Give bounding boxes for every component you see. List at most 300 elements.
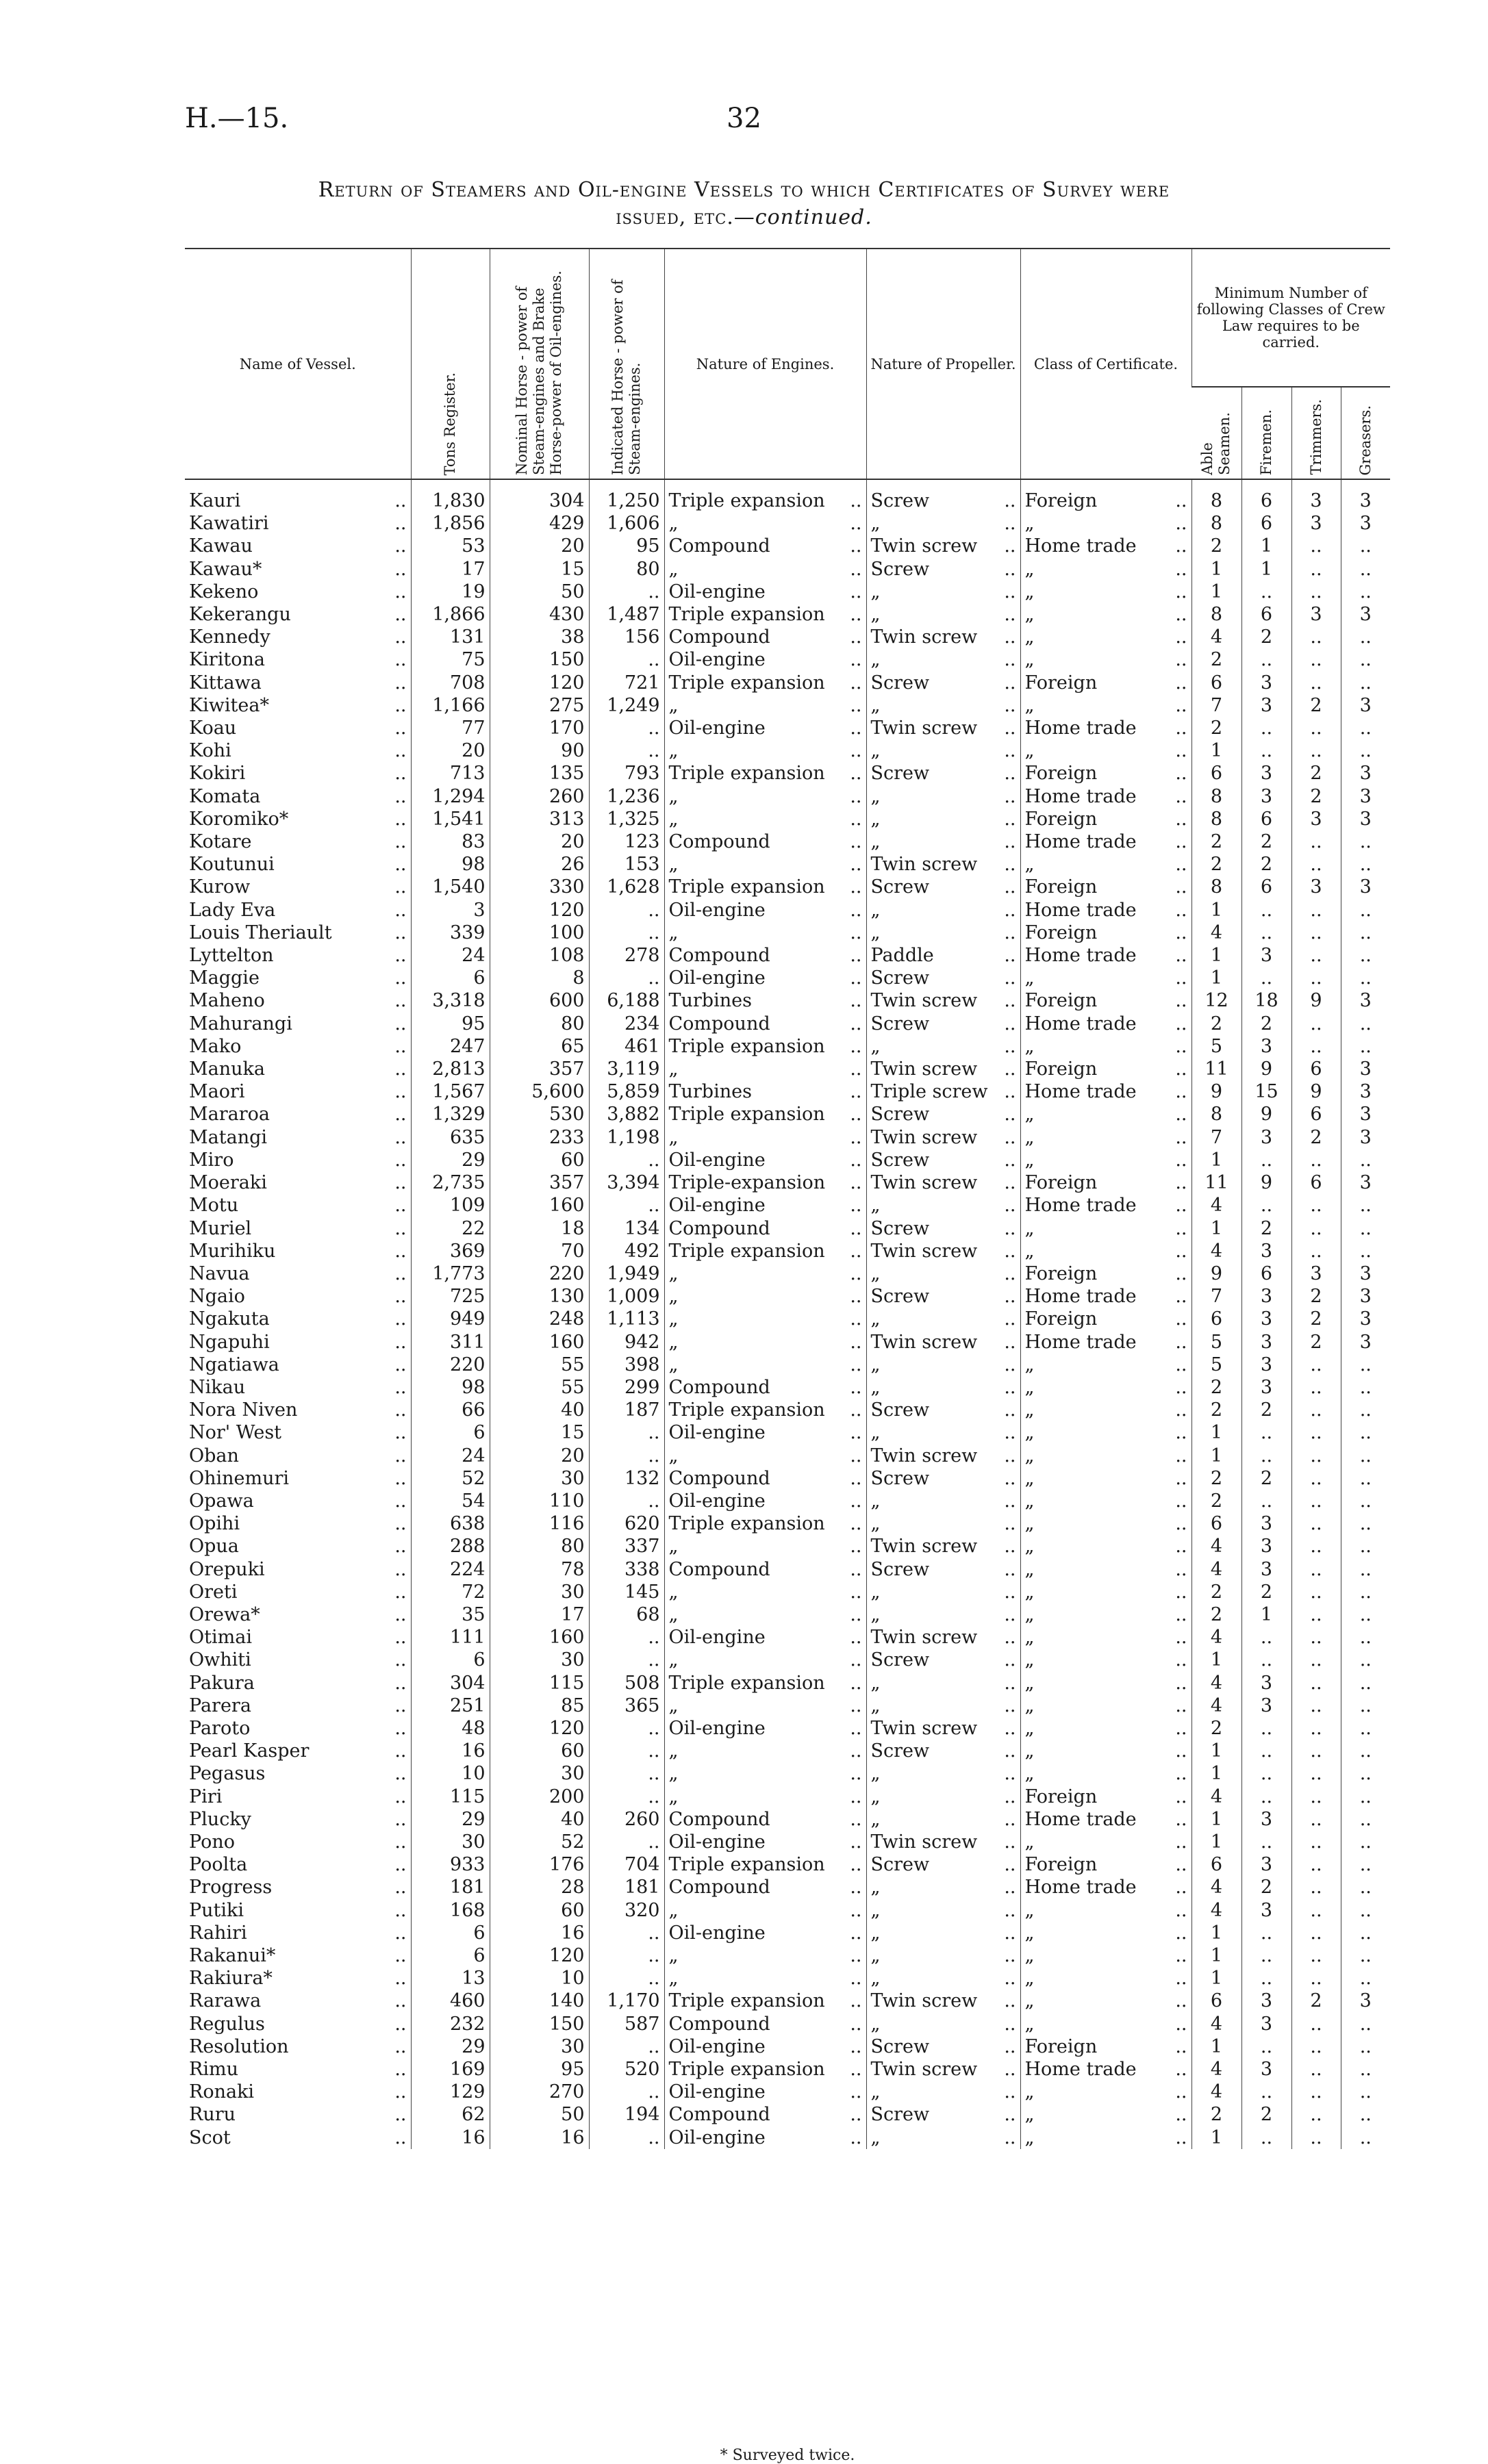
vessel-name-cell: [185, 1967, 411, 1990]
firemen-cell: 2: [1241, 2103, 1291, 2126]
vessel-name: Paroto: [189, 1717, 251, 1739]
trimmers-cell: 3: [1291, 1262, 1341, 1285]
nominal-horse-power-cell: 140: [490, 1990, 589, 2012]
nominal-horse-power-cell: 60: [490, 1899, 589, 1922]
nature-of-propeller-cell: [866, 1308, 1020, 1330]
tons-register-cell: 949: [411, 1308, 490, 1330]
able-seamen-cell: 1: [1191, 899, 1241, 922]
indicated-horse-power-cell: 194: [589, 2103, 664, 2126]
title-line-2: [185, 204, 1303, 231]
nominal-horse-power-cell: 120: [490, 899, 589, 922]
header-nature-of-propeller: Nature of Propeller.: [866, 249, 1020, 479]
firemen-cell: ..: [1241, 2035, 1291, 2058]
greasers-cell: ..: [1341, 1967, 1390, 1990]
tons-register-cell: 6: [411, 1944, 490, 1967]
trimmers-cell: ..: [1291, 1467, 1341, 1490]
tons-register-cell: 247: [411, 1035, 490, 1058]
class-of-certificate: Foreign: [1024, 1854, 1098, 1876]
greasers-cell: ..: [1341, 648, 1390, 671]
leader-dots: ..: [850, 513, 862, 535]
nature-of-propeller-cell: [866, 1853, 1020, 1876]
nature-of-propeller-cell: [866, 558, 1020, 581]
vessel-name-cell: [185, 1717, 411, 1740]
able-seamen-cell: 2: [1191, 1603, 1241, 1626]
able-seamen-cell: 6: [1191, 1308, 1241, 1330]
class-of-certificate-cell: [1020, 2035, 1191, 2058]
nature-of-propeller-cell: [866, 1626, 1020, 1649]
leader-dots: ..: [1004, 649, 1016, 671]
vessel-name-cell: [185, 2058, 411, 2081]
vessel-name-cell: [185, 1990, 411, 2012]
nature-of-propeller-cell: [866, 1354, 1020, 1376]
firemen-cell: ..: [1241, 717, 1291, 739]
tons-register-cell: 62: [411, 2103, 490, 2126]
able-seamen-cell: 2: [1191, 853, 1241, 876]
leader-dots: ..: [1004, 604, 1016, 626]
vessel-name-cell: [185, 2126, 411, 2149]
leader-dots: ..: [394, 1603, 407, 1625]
firemen-cell: 3: [1241, 1285, 1291, 1308]
nature-of-propeller-cell: [866, 1035, 1020, 1058]
vessel-name: Rarawa: [189, 1990, 262, 2012]
indicated-horse-power-cell: 3,882: [589, 1103, 664, 1126]
nature-of-propeller: Twin screw: [870, 1445, 978, 1466]
vessel-name: Muriel: [189, 1217, 252, 1239]
greasers-cell: ..: [1341, 2126, 1390, 2149]
trimmers-cell: ..: [1291, 1626, 1341, 1649]
indicated-horse-power-cell: ..: [589, 1786, 664, 1808]
trimmers-cell: 6: [1291, 1171, 1341, 1194]
greasers-cell: ..: [1341, 1876, 1390, 1898]
leader-dots: ..: [394, 1513, 407, 1535]
nature-of-engines: „: [668, 558, 679, 580]
leader-dots: ..: [850, 1536, 862, 1558]
nature-of-propeller: „: [870, 1308, 881, 1330]
nominal-horse-power-cell: 357: [490, 1058, 589, 1080]
nature-of-propeller-cell: [866, 1831, 1020, 1853]
nature-of-engines-cell: [664, 1354, 866, 1376]
leader-dots: ..: [1004, 922, 1016, 943]
leader-dots: ..: [394, 990, 407, 1012]
able-seamen-cell: 8: [1191, 603, 1241, 626]
indicated-horse-power-cell: 80: [589, 558, 664, 581]
vessel-name-cell: [185, 1058, 411, 1080]
trimmers-cell: 6: [1291, 1058, 1341, 1080]
leader-dots: ..: [394, 1149, 407, 1171]
tons-register-cell: 48: [411, 1717, 490, 1740]
tons-register-cell: 17: [411, 558, 490, 581]
tons-register-cell: 52: [411, 1467, 490, 1490]
leader-dots: ..: [394, 2059, 407, 2081]
leader-dots: ..: [1175, 1945, 1187, 1966]
leader-dots: ..: [394, 581, 407, 602]
indicated-horse-power-cell: 5,859: [589, 1080, 664, 1103]
firemen-cell: 2: [1241, 1876, 1291, 1898]
vessel-name-cell: [185, 739, 411, 762]
class-of-certificate-cell: [1020, 1808, 1191, 1831]
nature-of-propeller-cell: [866, 1126, 1020, 1149]
nature-of-propeller-cell: [866, 717, 1020, 739]
class-of-certificate-cell: [1020, 479, 1191, 512]
vessel-name-cell: [185, 1262, 411, 1285]
class-of-certificate-cell: [1020, 2126, 1191, 2149]
leader-dots: ..: [1004, 1240, 1016, 1262]
class-of-certificate: „: [1024, 626, 1035, 648]
nature-of-propeller: „: [870, 1376, 881, 1398]
nature-of-propeller: „: [870, 2081, 881, 2103]
class-of-certificate-cell: [1020, 2081, 1191, 2103]
indicated-horse-power-cell: ..: [589, 922, 664, 944]
indicated-horse-power-cell: 1,949: [589, 1262, 664, 1285]
tons-register-cell: 1,329: [411, 1103, 490, 1126]
class-of-certificate-cell: [1020, 967, 1191, 989]
nature-of-engines: Triple expansion: [668, 1513, 825, 1535]
nature-of-propeller: Screw: [870, 1740, 930, 1762]
nature-of-propeller-cell: [866, 899, 1020, 922]
nature-of-engines: „: [668, 922, 679, 943]
indicated-horse-power-cell: ..: [589, 2126, 664, 2149]
indicated-horse-power-cell: 338: [589, 1558, 664, 1581]
vessel-name: Rakanui*: [189, 1945, 276, 1966]
nature-of-engines: Compound: [668, 1467, 770, 1489]
nature-of-propeller-cell: [866, 739, 1020, 762]
class-of-certificate-cell: [1020, 1149, 1191, 1171]
leader-dots: ..: [1004, 2059, 1016, 2081]
nominal-horse-power-cell: 55: [490, 1376, 589, 1399]
vessel-name-cell: [185, 1240, 411, 1262]
nature-of-engines: Oil-engine: [668, 2081, 766, 2103]
nominal-horse-power-cell: 357: [490, 1171, 589, 1194]
leader-dots: ..: [1004, 945, 1016, 967]
trimmers-cell: ..: [1291, 1217, 1341, 1240]
greasers-cell: ..: [1341, 1512, 1390, 1535]
nominal-horse-power-cell: 40: [490, 1808, 589, 1831]
nature-of-engines: Triple expansion: [668, 763, 825, 785]
vessel-name: Louis Theriault: [189, 922, 332, 943]
table-row: [185, 1944, 1390, 1967]
leader-dots: ..: [850, 740, 862, 762]
indicated-horse-power-cell: 95: [589, 535, 664, 557]
tons-register-cell: 77: [411, 717, 490, 739]
nature-of-propeller-cell: [866, 2081, 1020, 2103]
leader-dots: ..: [850, 1694, 862, 1716]
class-of-certificate: Home trade: [1024, 1081, 1137, 1103]
nominal-horse-power-cell: 108: [490, 944, 589, 967]
greasers-cell: ..: [1341, 1853, 1390, 1876]
indicated-horse-power-cell: ..: [589, 581, 664, 603]
vessel-name-cell: [185, 1944, 411, 1967]
tons-register-cell: 460: [411, 1990, 490, 2012]
vessel-name-cell: [185, 1581, 411, 1603]
able-seamen-cell: 6: [1191, 1990, 1241, 2012]
indicated-horse-power-cell: 3,119: [589, 1058, 664, 1080]
vessel-name: Ngatiawa: [189, 1354, 279, 1375]
nature-of-engines: „: [668, 808, 679, 830]
class-of-certificate: „: [1024, 1672, 1035, 1694]
header-nominal-horse-power: [490, 249, 589, 479]
able-seamen-cell: 1: [1191, 1831, 1241, 1853]
vessel-name-cell: [185, 535, 411, 557]
class-of-certificate: „: [1024, 1717, 1035, 1739]
indicated-horse-power-cell: ..: [589, 2081, 664, 2103]
leader-dots: ..: [850, 990, 862, 1012]
leader-dots: ..: [850, 1195, 862, 1217]
leader-dots: ..: [850, 1831, 862, 1853]
class-of-certificate-cell: [1020, 785, 1191, 808]
vessel-name: Kauri: [189, 490, 241, 511]
vessel-name: Kawatiri: [189, 513, 269, 535]
nominal-horse-power-cell: 26: [490, 853, 589, 876]
header-name-of-vessel: Name of Vessel.: [185, 249, 411, 479]
nature-of-propeller-cell: [866, 648, 1020, 671]
nominal-horse-power-cell: 429: [490, 512, 589, 535]
trimmers-cell: ..: [1291, 648, 1341, 671]
trimmers-cell: ..: [1291, 967, 1341, 989]
class-of-certificate: „: [1024, 1445, 1035, 1466]
class-of-certificate: „: [1024, 1831, 1035, 1853]
nature-of-engines: Triple expansion: [668, 876, 825, 898]
trimmers-cell: 2: [1291, 762, 1341, 785]
trimmers-cell: ..: [1291, 1013, 1341, 1035]
tons-register-cell: 1,541: [411, 808, 490, 830]
nature-of-engines: Compound: [668, 2104, 770, 2126]
nature-of-engines-cell: [664, 944, 866, 967]
nature-of-engines: „: [668, 1968, 679, 1990]
class-of-certificate-cell: [1020, 1649, 1191, 1671]
vessel-name-cell: [185, 853, 411, 876]
nature-of-propeller: „: [870, 604, 881, 626]
greasers-cell: ..: [1341, 717, 1390, 739]
leader-dots: ..: [394, 1990, 407, 2012]
vessel-name: Ngapuhi: [189, 1331, 270, 1353]
leader-dots: ..: [850, 2126, 862, 2148]
firemen-cell: 3: [1241, 672, 1291, 694]
class-of-certificate: „: [1024, 2104, 1035, 2126]
leader-dots: ..: [394, 1763, 407, 1785]
leader-dots: ..: [394, 649, 407, 671]
able-seamen-cell: 1: [1191, 1740, 1241, 1762]
class-of-certificate: Foreign: [1024, 1058, 1098, 1080]
leader-dots: ..: [1175, 1899, 1187, 1921]
class-of-certificate: „: [1024, 1240, 1035, 1262]
class-of-certificate: Foreign: [1024, 876, 1098, 898]
nature-of-propeller: Twin screw: [870, 1627, 978, 1649]
able-seamen-cell: 4: [1191, 1876, 1241, 1898]
greasers-cell: ..: [1341, 1581, 1390, 1603]
vessel-name: Murihiku: [189, 1240, 276, 1262]
class-of-certificate: „: [1024, 1376, 1035, 1398]
trimmers-cell: 3: [1291, 479, 1341, 512]
leader-dots: ..: [850, 1422, 862, 1444]
nature-of-propeller-cell: [866, 1467, 1020, 1490]
class-of-certificate-cell: [1020, 1171, 1191, 1194]
nature-of-engines-cell: [664, 1967, 866, 1990]
greasers-cell: ..: [1341, 2103, 1390, 2126]
tons-register-cell: 224: [411, 1558, 490, 1581]
class-of-certificate: Foreign: [1024, 672, 1098, 694]
nature-of-engines-cell: [664, 967, 866, 989]
leader-dots: ..: [1004, 763, 1016, 785]
table-row: [185, 1490, 1390, 1512]
leader-dots: ..: [850, 854, 862, 876]
leader-dots: ..: [1004, 1672, 1016, 1694]
greasers-cell: 3: [1341, 876, 1390, 898]
indicated-horse-power-cell: ..: [589, 648, 664, 671]
nature-of-engines: „: [668, 1308, 679, 1330]
tons-register-cell: 30: [411, 1831, 490, 1853]
tons-register-cell: 6: [411, 1922, 490, 1944]
leader-dots: ..: [1004, 1831, 1016, 1853]
nature-of-propeller: „: [870, 581, 881, 602]
leader-dots: ..: [394, 1331, 407, 1353]
able-seamen-cell: 2: [1191, 1581, 1241, 1603]
nominal-horse-power-cell: 80: [490, 1535, 589, 1558]
trimmers-cell: ..: [1291, 1354, 1341, 1376]
firemen-cell: 3: [1241, 944, 1291, 967]
nature-of-propeller: „: [870, 1603, 881, 1625]
class-of-certificate-cell: [1020, 1308, 1191, 1330]
nature-of-propeller: Twin screw: [870, 1240, 978, 1262]
leader-dots: ..: [394, 808, 407, 830]
greasers-cell: ..: [1341, 1831, 1390, 1853]
class-of-certificate-cell: [1020, 922, 1191, 944]
leader-dots: ..: [394, 1286, 407, 1308]
nature-of-propeller-cell: [866, 1694, 1020, 1717]
class-of-certificate-cell: [1020, 1080, 1191, 1103]
greasers-cell: ..: [1341, 1467, 1390, 1490]
able-seamen-cell: 4: [1191, 1694, 1241, 1717]
tons-register-cell: 22: [411, 1217, 490, 1240]
header-greasers: [1341, 387, 1390, 479]
nature-of-engines-cell: [664, 1626, 866, 1649]
indicated-horse-power-cell: 520: [589, 2058, 664, 2081]
header-indicated-horse-power: [589, 249, 664, 479]
trimmers-cell: 2: [1291, 1331, 1341, 1354]
class-of-certificate: Home trade: [1024, 1877, 1137, 1898]
nature-of-engines-cell: [664, 1990, 866, 2012]
leader-dots: ..: [1004, 490, 1016, 511]
nominal-horse-power-cell: 30: [490, 1762, 589, 1785]
able-seamen-cell: 11: [1191, 1058, 1241, 1080]
greasers-cell: ..: [1341, 1535, 1390, 1558]
nature-of-propeller: „: [870, 513, 881, 535]
vessel-name: Piri: [189, 1786, 223, 1807]
nature-of-propeller: Twin screw: [870, 2059, 978, 2081]
nature-of-propeller: Screw: [870, 1558, 930, 1580]
vessel-name-cell: [185, 899, 411, 922]
class-of-certificate: „: [1024, 740, 1035, 762]
nature-of-engines-cell: [664, 1445, 866, 1467]
leader-dots: ..: [1004, 990, 1016, 1012]
firemen-cell: ..: [1241, 2126, 1291, 2149]
leader-dots: ..: [850, 1081, 862, 1103]
class-of-certificate-cell: [1020, 1240, 1191, 1262]
vessel-name-cell: [185, 1035, 411, 1058]
leader-dots: ..: [1004, 558, 1016, 580]
leader-dots: ..: [850, 1877, 862, 1898]
nature-of-engines-cell: [664, 717, 866, 739]
trimmers-cell: ..: [1291, 944, 1341, 967]
leader-dots: ..: [394, 694, 407, 716]
leader-dots: ..: [850, 2081, 862, 2103]
nature-of-engines: Compound: [668, 1808, 770, 1830]
leader-dots: ..: [1175, 1831, 1187, 1853]
leader-dots: ..: [394, 1490, 407, 1512]
indicated-horse-power-cell: ..: [589, 1649, 664, 1671]
leader-dots: ..: [394, 513, 407, 535]
firemen-cell: 1: [1241, 558, 1291, 581]
leader-dots: ..: [850, 1467, 862, 1489]
greasers-cell: ..: [1341, 1672, 1390, 1694]
tons-register-cell: 168: [411, 1899, 490, 1922]
class-of-certificate-cell: [1020, 1694, 1191, 1717]
tons-register-cell: 131: [411, 626, 490, 648]
tons-register-cell: 725: [411, 1285, 490, 1308]
nature-of-propeller: „: [870, 1877, 881, 1898]
leader-dots: ..: [850, 581, 862, 602]
class-of-certificate-cell: [1020, 558, 1191, 581]
table-row: [185, 2103, 1390, 2126]
greasers-cell: 3: [1341, 512, 1390, 535]
nature-of-propeller: Screw: [870, 490, 930, 511]
nature-of-engines: Triple expansion: [668, 604, 825, 626]
tons-register-cell: 251: [411, 1694, 490, 1717]
vessel-name-cell: [185, 1103, 411, 1126]
nominal-horse-power-cell: 170: [490, 717, 589, 739]
leader-dots: ..: [1004, 1081, 1016, 1103]
vessel-name-cell: [185, 1694, 411, 1717]
able-seamen-cell: 8: [1191, 479, 1241, 512]
indicated-horse-power-cell: 3,394: [589, 1171, 664, 1194]
class-of-certificate-cell: [1020, 512, 1191, 535]
vessel-name-cell: [185, 1126, 411, 1149]
leader-dots: ..: [1175, 672, 1187, 694]
trimmers-cell: ..: [1291, 830, 1341, 853]
table-row: [185, 1535, 1390, 1558]
indicated-horse-power-cell: 234: [589, 1013, 664, 1035]
leader-dots: ..: [394, 2035, 407, 2057]
nature-of-engines: „: [668, 1536, 679, 1558]
table-row: [185, 512, 1390, 535]
nature-of-engines-cell: [664, 479, 866, 512]
vessel-name: Poolta: [189, 1854, 248, 1876]
leader-dots: ..: [1175, 1968, 1187, 1990]
greasers-cell: ..: [1341, 1694, 1390, 1717]
leader-dots: ..: [1175, 1536, 1187, 1558]
vessel-name-cell: [185, 808, 411, 830]
class-of-certificate: „: [1024, 854, 1035, 876]
nature-of-engines-cell: [664, 1944, 866, 1967]
leader-dots: ..: [1175, 513, 1187, 535]
nature-of-engines: Oil-engine: [668, 967, 766, 989]
leader-dots: ..: [1175, 945, 1187, 967]
greasers-cell: ..: [1341, 1035, 1390, 1058]
trimmers-cell: ..: [1291, 626, 1341, 648]
leader-dots: ..: [1175, 1740, 1187, 1762]
leader-dots: ..: [1004, 808, 1016, 830]
vessel-name-cell: [185, 989, 411, 1012]
firemen-cell: 6: [1241, 479, 1291, 512]
nominal-horse-power-cell: 80: [490, 1013, 589, 1035]
leader-dots: ..: [1175, 626, 1187, 648]
able-seamen-cell: 4: [1191, 1626, 1241, 1649]
vessel-name-cell: [185, 1786, 411, 1808]
leader-dots: ..: [1175, 1422, 1187, 1444]
vessel-name: Kennedy: [189, 626, 270, 648]
nature-of-propeller-cell: [866, 1808, 1020, 1831]
vessel-name: Miro: [189, 1149, 234, 1171]
nature-of-engines-cell: [664, 1876, 866, 1898]
